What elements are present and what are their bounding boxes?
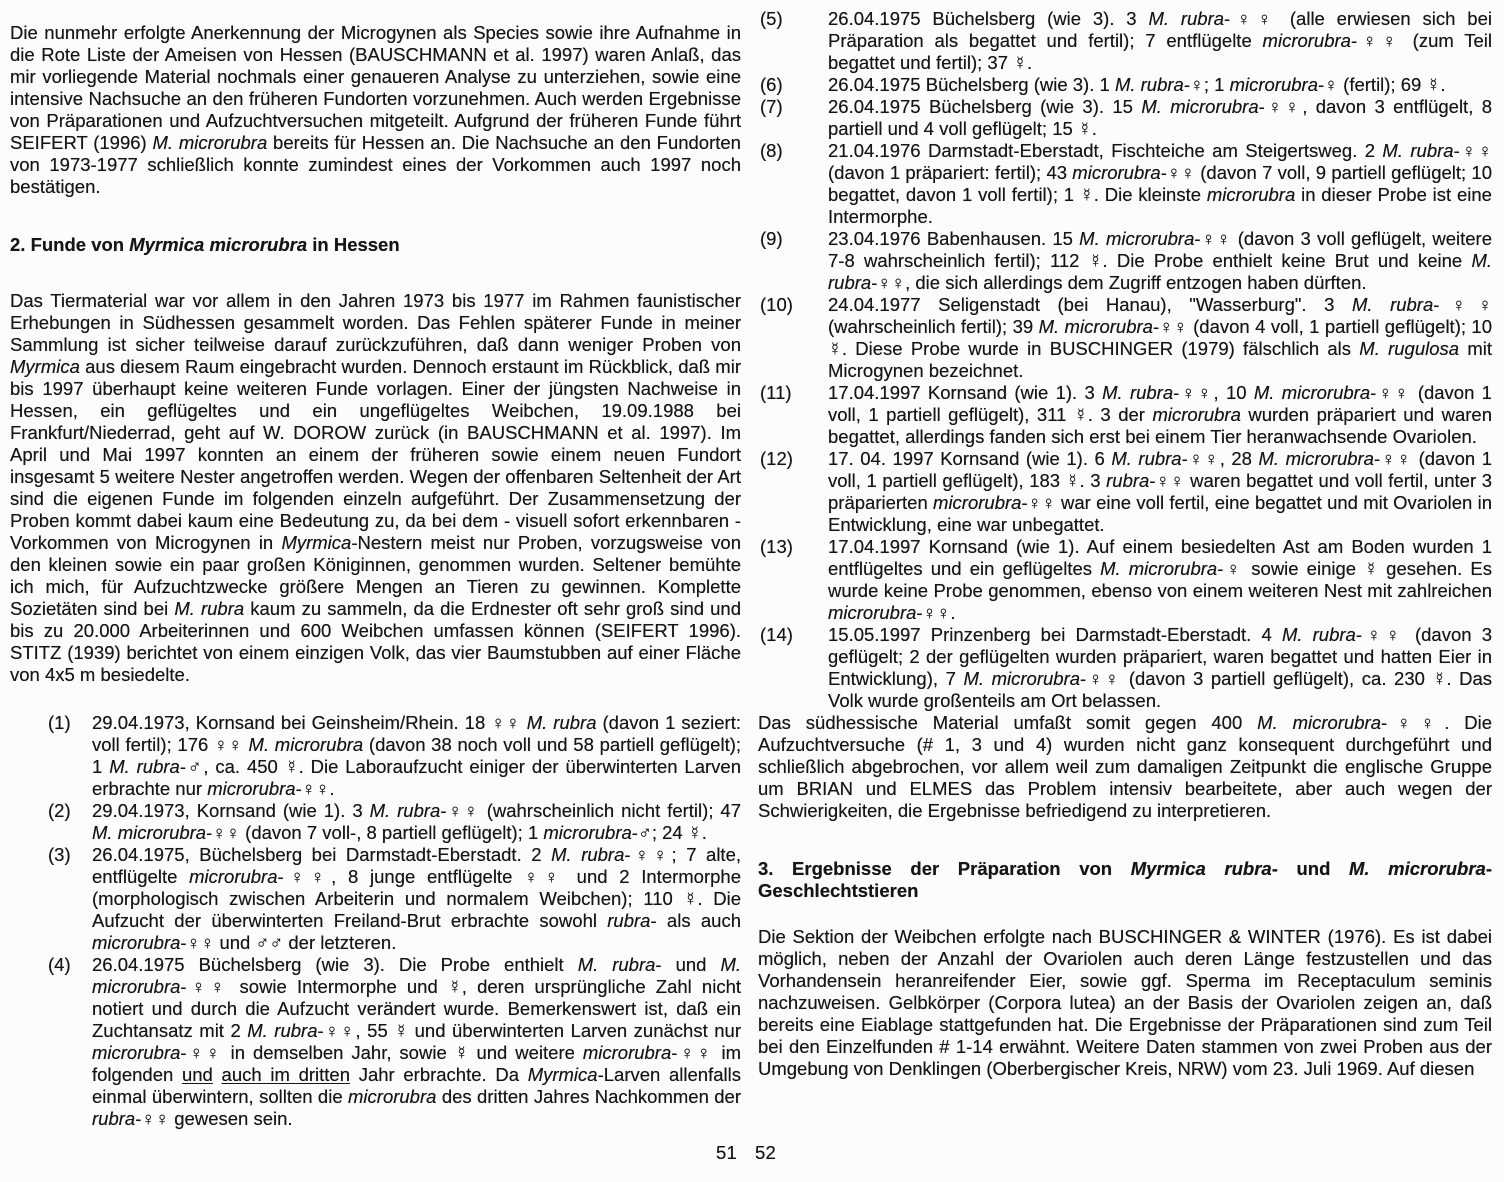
item-number: (7)	[760, 96, 783, 117]
page-numbers	[716, 1142, 776, 1164]
item-text: 17.04.1997 Kornsand (wie 1). Auf einem besiedelten Ast am Boden wurden 1 entflügeltes und ein geflügeltes M. microrubra-♀ sowie einige ☿ gesehen. Es wurde keine Probe genommen, ebenso von einem weiteren Nest mit zahlreichen microrubra-♀♀.	[828, 536, 1492, 623]
item-text: 29.04.1973, Kornsand bei Geinsheim/Rhein. 18 ♀♀ M. rubra (davon 1 seziert: voll fertil); 176 ♀♀ M. microrubra (davon 38 noch voll und 58 partiell geflügelt); 1 M. rubra-♂, ca. 450 ☿. Die Laboraufzucht einiger der überwinterten Larven erbrachte nur microrubra-♀♀.	[92, 712, 742, 799]
page-51-column	[10, 22, 741, 1130]
page-number-right: 52	[754, 1142, 776, 1163]
item-number: (10)	[760, 294, 793, 315]
find-record-item	[758, 8, 1492, 74]
item-number: (4)	[48, 954, 71, 975]
find-record-item	[758, 74, 1492, 96]
item-number: (5)	[760, 8, 783, 29]
find-record-item	[758, 140, 1492, 228]
item-text: 26.04.1975 Büchelsberg (wie 3). 1 M. rubra-♀; 1 microrubra-♀ (fertil); 69 ☿.	[828, 74, 1446, 95]
page-52-column	[758, 8, 1492, 1080]
section-3-paragraph: Die Sektion der Weibchen erfolgte nach BUSCHINGER & WINTER (1976). Es ist dabei möglich, neben der Anzahl der Ovariolen auch deren Länge festzustellen und das Vorhandensein heranreifender Eier, sowie ggf. Sperma im Receptaculum seminis nachzuweisen. Gelbkörper (Corpora lutea) an der Basis der Ovariolen zeigen an, daß bereits eine Eiablage stattgefunden hat. Die Ergebnisse der Präparationen sind zum Teil bei den Einzelfunden # 1-14 erwähnt. Weitere Daten stammen von zwei Proben aus der Umgebung von Denklingen (Oberbergischer Kreis, NRW) vom 23. Juli 1969. Auf diesen	[758, 926, 1492, 1079]
item-text: 23.04.1976 Babenhausen. 15 M. microrubra-♀♀ (davon 3 voll geflügelt, weitere 7-8 wahrscheinlich fertil); 112 ☿. Die Probe enthielt keine Brut und keine M. rubra-♀♀, die sich allerdings dem Zugriff entzogen haben dürften.	[828, 228, 1492, 293]
item-text: 29.04.1973, Kornsand (wie 1). 3 M. rubra-♀♀ (wahrscheinlich nicht fertil); 47 M. microrubra-♀♀ (davon 7 voll-, 8 partiell geflügelt); 1 microrubra-♂; 24 ☿.	[92, 800, 742, 843]
item-text: 26.04.1975 Büchelsberg (wie 3). 3 M. rubra-♀♀ (alle erwiesen sich bei Präparation als begattet und fertil); 7 entflügelte microrubra-♀♀ (zum Teil begattet und fertil); 37 ☿.	[828, 8, 1492, 73]
item-number: (3)	[48, 844, 71, 865]
item-number: (14)	[760, 624, 793, 645]
item-text: 17.04.1997 Kornsand (wie 1). 3 M. rubra-♀♀, 10 M. microrubra-♀♀ (davon 1 voll, 1 partiell geflügelt), 311 ☿. 3 der microrubra wurden präpariert und waren begattet, allerdings fanden sich erst bei einem Tier heranwachsende Ovariolen.	[828, 382, 1492, 447]
find-record-item	[758, 228, 1492, 294]
finds-list-1-4	[10, 712, 741, 1130]
find-record-item	[10, 800, 741, 844]
find-record-item	[758, 382, 1492, 448]
item-text: 17. 04. 1997 Kornsand (wie 1). 6 M. rubra-♀♀, 28 M. microrubra-♀♀ (davon 1 voll, 1 partiell geflügelt), 183 ☿. 3 rubra-♀♀ waren begattet und voll fertil, unter 3 präparierten microrubra-♀♀ war eine voll fertil, eine begattet und mit Ovariolen in Entwicklung, eine war unbegattet.	[828, 448, 1492, 535]
item-number: (1)	[48, 712, 71, 733]
find-record-item	[758, 536, 1492, 624]
item-text: 26.04.1975 Büchelsberg (wie 3). 15 M. microrubra-♀♀, davon 3 entflügelt, 8 partiell und 4 voll geflügelt; 15 ☿.	[828, 96, 1492, 139]
intro-paragraph: Die nunmehr erfolgte Anerkennung der Microgynen als Species sowie ihre Aufnahme in die Rote Liste der Ameisen von Hessen (BAUSCHMANN et al. 1997) waren Anlaß, das mir vorliegende Material nochmals einer genaueren Analyse zu unterziehen, sowie eine intensive Nachsuche an den früheren Fundorten vorzunehmen. Auch werden Ergebnisse von Präparationen und Aufzuchtversuchen mitgeteilt. Aufgrund der früheren Funde führt SEIFERT (1996) M. microrubra bereits für Hessen an. Die Nachsuche an den Fundorten von 1973-1977 schließlich konnte zumindest eines der Vorkommen auch 1997 noch bestätigen.	[10, 22, 741, 197]
find-record-item	[758, 448, 1492, 536]
item-number: (12)	[760, 448, 793, 469]
finds-list-5-14	[758, 8, 1492, 712]
item-number: (2)	[48, 800, 71, 821]
find-record-item	[10, 712, 741, 800]
section-3-heading: 3. Ergebnisse der Präparation von Myrmica rubra- und M. microrubra-Geschlechtstieren	[758, 858, 1493, 901]
item-number: (8)	[760, 140, 783, 161]
section-2-paragraph: Das Tiermaterial war vor allem in den Jahren 1973 bis 1977 im Rahmen faunistischer Erhebungen in Südhessen gesammelt worden. Das Fehlen späterer Funde in meiner Sammlung ist sicher teilweise darauf zurückzuführen, daß dann weniger Proben von Myrmica aus diesem Raum eingebracht wurden. Dennoch erstaunt im Rückblick, daß mir bis 1997 überhaupt keine weiteren Funde vorlagen. Einer der jüngsten Nachweise in Hessen, ein geflügeltes und ein ungeflügeltes Weibchen, 19.09.1988 bei Frankfurt/Niederrad, geht auf W. DOROW zurück (in BAUSCHMANN et al. 1997). Im April und Mai 1997 konnten an einem der früheren sowie einem neuen Fundort insgesamt 5 weitere Nester angetroffen werden. Wegen der offenbaren Seltenheit der Art sind die eigenen Funde im folgenden einzeln aufgeführt. Der Zusammensetzung der Proben kommt dabei kaum eine Bedeutung zu, da bei dem - visuell sofort erkennbaren - Vorkommen von Microgynen in Myrmica-Nestern meist nur Proben, vorzugsweise von den kleinen sowie ein paar großen Königinnen, genommen wurden. Seltener bemühte ich mich, für Aufzuchtzwecke größere Mengen an Tieren zu gewinnen. Komplette Sozietäten sind bei M. rubra kaum zu sammeln, da die Erdnester oft sehr groß sind und bis zu 20.000 Arbeiterinnen und 600 Weibchen umfassen können (SEIFERT 1996). STITZ (1939) berichtet von einem einzigen Volk, das vier Baumstubben auf einer Fläche von 4x5 m besiedelte.	[10, 290, 742, 685]
item-text: 15.05.1997 Prinzenberg bei Darmstadt-Eberstadt. 4 M. rubra-♀♀ (davon 3 geflügelt; 2 der geflügelten wurden präpariert, waren begattet und hatten Eier in Entwicklung), 7 M. microrubra-♀♀ (davon 3 partiell geflügelt), ca. 230 ☿. Das Volk wurde großenteils am Ort belassen.	[828, 624, 1492, 711]
item-text: 21.04.1976 Darmstadt-Eberstadt, Fischteiche am Steigertsweg. 2 M. rubra-♀♀ (davon 1 präpariert: fertil); 43 microrubra-♀♀ (davon 7 voll, 9 partiell geflügelt; 10 begattet, davon 1 voll fertil); 1 ☿. Die kleinste microrubra in dieser Probe ist eine Intermorphe.	[828, 140, 1492, 227]
summary-paragraph: Das südhessische Material umfaßt somit gegen 400 M. microrubra-♀♀. Die Aufzuchtversuche (# 1, 3 und 4) wurden nicht ganz konsequent durchgeführt und schließlich abgebrochen, vor allem weil zum damaligen Zeitpunkt die englische Gruppe um BRIAN und ELMES das Problem intensiv bearbeitete, aber auch wegen der Schwierigkeiten, die Ergebnisse befriedigend zu interpretieren.	[758, 712, 1492, 821]
find-record-item	[758, 96, 1492, 140]
find-record-item	[758, 294, 1492, 382]
item-text: 26.04.1975 Büchelsberg (wie 3). Die Probe enthielt M. rubra- und M. microrubra-♀♀ sowie Intermorphe und ☿, deren ursprüngliche Zahl nicht notiert und durch die Aufzucht verändert wurde. Bemerkenswert ist, daß ein Zuchtansatz mit 2 M. rubra-♀♀, 55 ☿ und überwinterten Larven zunächst nur microrubra-♀♀ in demselben Jahr, sowie ☿ und weitere microrubra-♀♀ im folgenden und auch im dritten Jahr erbrachte. Da Myrmica-Larven allenfalls einmal überwintern, sollten die microrubra des dritten Jahres Nachkommen der rubra-♀♀ gewesen sein.	[92, 954, 741, 1129]
item-number: (11)	[760, 382, 792, 403]
find-record-item	[758, 624, 1492, 712]
item-number: (9)	[760, 228, 783, 249]
item-text: 26.04.1975, Büchelsberg bei Darmstadt-Eberstadt. 2 M. rubra-♀♀; 7 alte, entflügelte microrubra-♀♀, 8 junge entflügelte ♀♀ und 2 Intermorphe (morphologisch zwischen Arbeiterin und normalem Weibchen); 110 ☿. Die Aufzucht der überwinterten Freiland-Brut erbrachte sowohl rubra- als auch microrubra-♀♀ und ♂♂ der letzteren.	[92, 844, 742, 953]
find-record-item	[10, 954, 741, 1130]
item-number: (13)	[760, 536, 793, 557]
item-number: (6)	[760, 74, 783, 95]
section-2-heading: 2. Funde von Myrmica microrubra in Hessen	[10, 234, 400, 255]
page-number-left: 51	[716, 1142, 737, 1163]
item-text: 24.04.1977 Seligenstadt (bei Hanau), "Wasserburg". 3 M. rubra-♀♀ (wahrscheinlich fertil); 39 M. microrubra-♀♀ (davon 4 voll, 1 partiell geflügelt); 10 ☿. Diese Probe wurde in BUSCHINGER (1979) fälschlich als M. rugulosa mit Microgynen bezeichnet.	[828, 294, 1492, 381]
find-record-item	[10, 844, 741, 954]
